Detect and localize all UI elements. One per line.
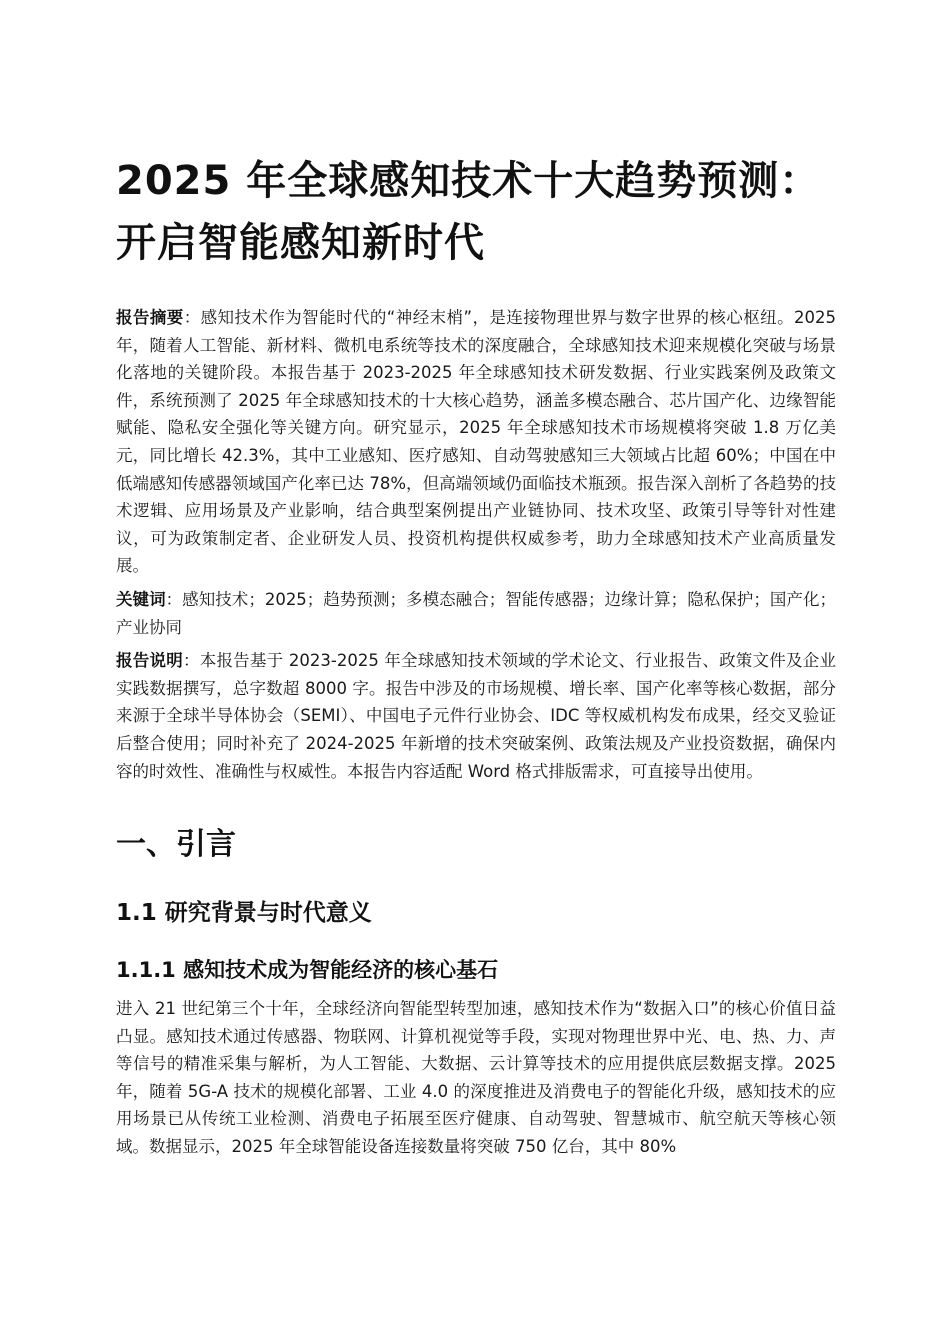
note-label: 报告说明 [116, 651, 183, 671]
report-title-line-1: 2025 年全球感知技术十大趋势预测： [116, 158, 821, 204]
document-page [116, 150, 836, 1167]
body-paragraph-1-1-1: 进入 21 世纪第三个十年，全球经济向智能型转型加速，感知技术作为“数据入口”的核心价值日益凸显。感知技术通过传感器、物联网、计算机视觉等手段，实现对物理世界中光、电、热、力、声等信号的精准采集与解析，为人工智能、大数据、云计算等技术的应用提供底层数据支撑。2025 年，随着 5G-A 技术的规模化部署、工业 4.0 的深度推进及消费电子的智能化升级，感知技术的应用场景已从传统工业检测、消费电子拓展至医疗健康、自动驾驶、智慧城市、航空航天等核心领域。数据显示，2025 年全球智能设备连接数量将突破 750 亿台，其中 80% [116, 999, 836, 1157]
note-text: ：本报告基于 2023-2025 年全球感知技术领域的学术论文、行业报告、政策文件及企业实践数据撰写，总字数超 8000 字。报告中涉及的市场规模、增长率、国产化率等核心数据，部分来源于全球半导体协会（SEMI）、中国电子元件行业协会、IDC 等权威机构发布成果，经交叉验证后整合使用；同时补充了 2024-2025 年新增的技术突破案例、政策法规及产业投资数据，确保内容的时效性、准确性与权威性。本报告内容适配 Word 格式排版需求，可直接导出使用。 [116, 651, 837, 781]
subsection-heading-1-1: 1.1 研究背景与时代意义 [116, 900, 372, 927]
note-paragraph [116, 647, 836, 785]
section-heading-introduction: 一、引言 [116, 827, 236, 863]
report-title [116, 150, 836, 274]
keywords-label: 关键词 [116, 589, 166, 609]
keywords-paragraph [116, 586, 836, 641]
abstract-label: 报告摘要 [116, 308, 184, 327]
keywords-text: ：感知技术；2025；趋势预测；多模态融合；智能传感器；边缘计算；隐私保护；国产化；产业协同 [116, 589, 837, 637]
abstract-paragraph [116, 304, 836, 580]
abstract-text: ：感知技术作为智能时代的“神经末梢”，是连接物理世界与数字世界的核心枢纽。2025 年，随着人工智能、新材料、微机电系统等技术的深度融合，全球感知技术迎来规模化突破与场景化落地的关键阶段。本报告基于 2023-2025 年全球感知技术研发数据、行业实践案例及政策文件，系统预测了 2025 年全球感知技术的十大核心趋势，涵盖多模态融合、芯片国产化、边缘智能赋能、隐私安全强化等关键方向。研究显示，2025 年全球感知技术市场规模将突破 1.8 万亿美元，同比增长 42.3%，其中工业感知、医疗感知、自动驾驶感知三大领域占比超 60%；中国在中低端感知传感器领域国产化率已达 78%，但高端领域仍面临技术瓶颈。报告深入剖析了各趋势的技术逻辑、应用场景及产业影响，结合典型案例提出产业链协同、技术攻坚、政策引导等针对性建议，可为政策制定者、企业研发人员、投资机构提供权威参考，助力全球感知技术产业高质量发展。 [116, 308, 836, 576]
subsection-heading-1-1-1: 1.1.1 感知技术成为智能经济的核心基石 [116, 958, 499, 983]
report-title-line-2: 开启智能感知新时代 [116, 220, 485, 266]
